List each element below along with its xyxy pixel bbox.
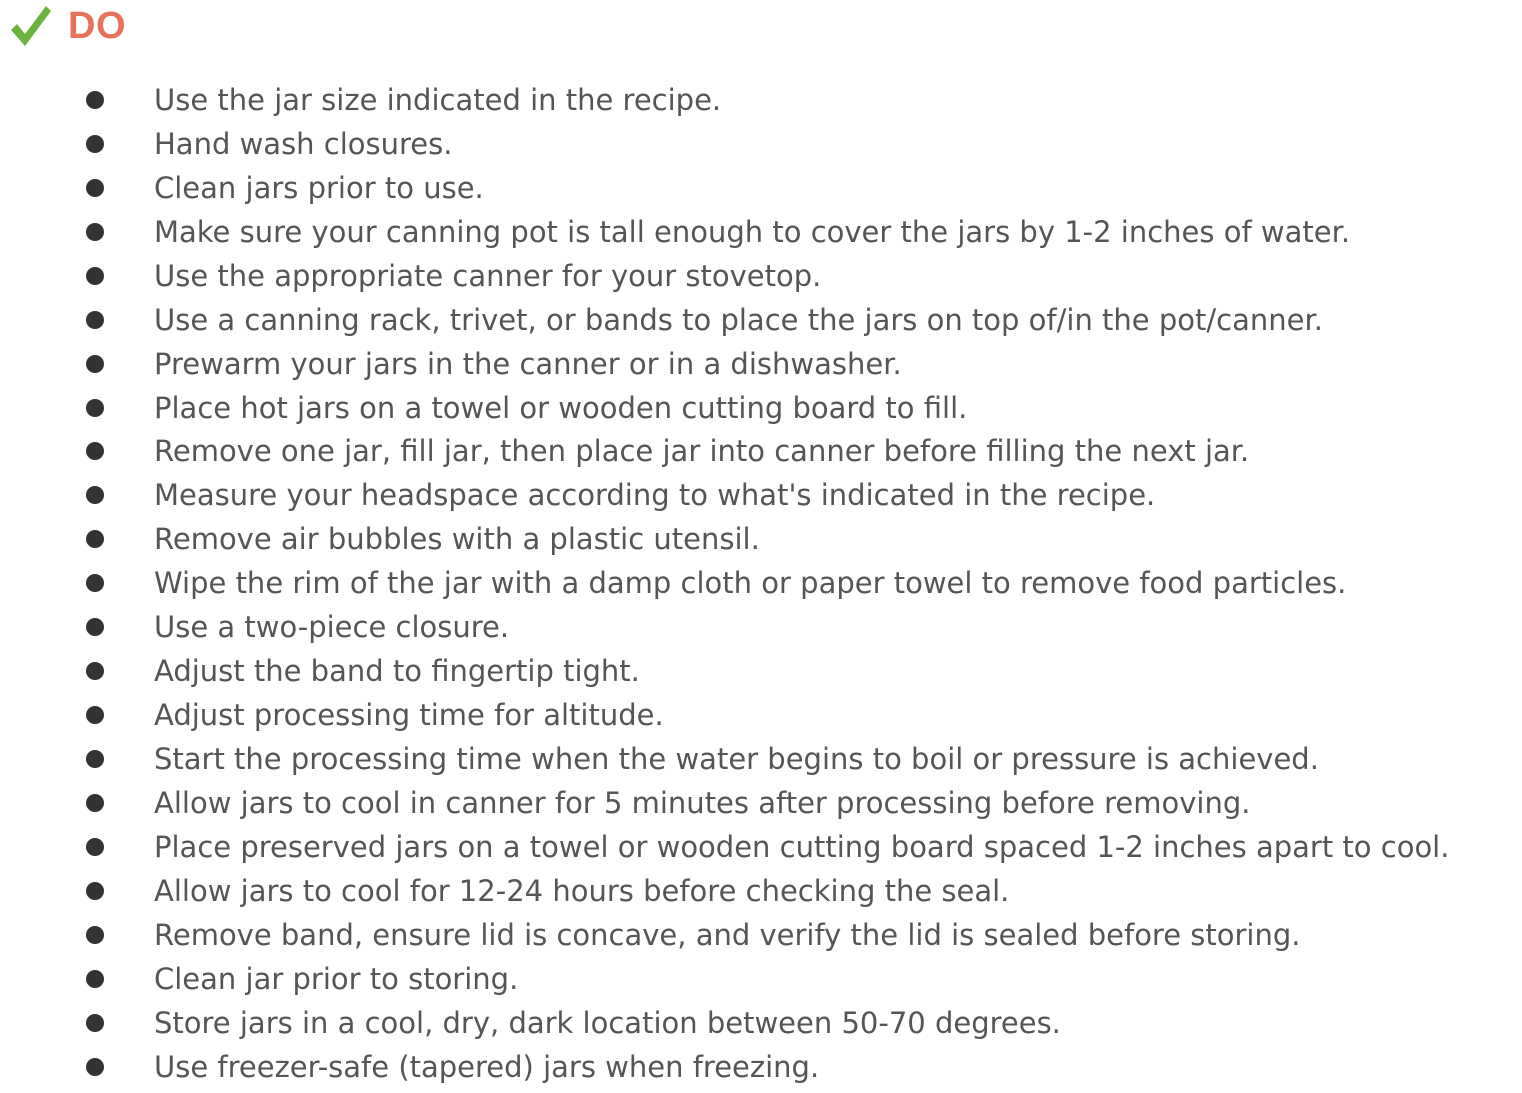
list-item-text: Prewarm your jars in the canner or in a dishwasher. (154, 346, 902, 381)
bullet-icon (86, 311, 104, 329)
list-item-text: Measure your headspace according to what's indicated in the recipe. (154, 478, 1156, 513)
bullet-icon (86, 442, 104, 460)
list-item-text: Start the processing time when the water begins to boil or pressure is achieved. (154, 742, 1319, 777)
bullet-icon (86, 706, 104, 724)
do-list (84, 78, 1449, 1089)
list-item (84, 430, 1449, 474)
list-item (84, 605, 1449, 649)
bullet-icon (86, 355, 104, 373)
bullet-icon (86, 223, 104, 241)
list-item (84, 1001, 1449, 1045)
list-item-text: Clean jar prior to storing. (154, 961, 519, 996)
list-item-text: Use the appropriate canner for your stovetop. (154, 258, 822, 293)
list-item-text: Remove band, ensure lid is concave, and verify the lid is sealed before storing. (154, 917, 1301, 952)
list-item (84, 254, 1449, 298)
list-item-text: Use a two-piece closure. (154, 610, 510, 645)
bullet-icon (86, 794, 104, 812)
section-title: DO (68, 4, 126, 47)
list-item (84, 122, 1449, 166)
list-item-text: Adjust the band to fingertip tight. (154, 654, 640, 689)
bullet-icon (86, 530, 104, 548)
list-item-text: Use freezer-safe (tapered) jars when freezing. (154, 1049, 820, 1084)
bullet-icon (86, 486, 104, 504)
list-item-text: Remove one jar, fill jar, then place jar into canner before filling the next jar. (154, 434, 1250, 469)
list-item-text: Clean jars prior to use. (154, 170, 484, 205)
list-item-text: Make sure your canning pot is tall enough to cover the jars by 1-2 inches of water. (154, 214, 1351, 249)
bullet-icon (86, 574, 104, 592)
list-item (84, 737, 1449, 781)
list-item (84, 825, 1449, 869)
list-item (84, 342, 1449, 386)
bullet-icon (86, 618, 104, 636)
check-mark-icon (8, 2, 56, 50)
bullet-icon (86, 1014, 104, 1032)
list-item (84, 78, 1449, 122)
list-item-text: Allow jars to cool for 12-24 hours before checking the seal. (154, 873, 1010, 908)
bullet-icon (86, 750, 104, 768)
list-item (84, 517, 1449, 561)
list-item (84, 781, 1449, 825)
bullet-icon (86, 135, 104, 153)
list-item-text: Remove air bubbles with a plastic utensil. (154, 522, 760, 557)
bullet-icon (86, 179, 104, 197)
list-item (84, 561, 1449, 605)
list-item-text: Store jars in a cool, dry, dark location between 50-70 degrees. (154, 1005, 1061, 1040)
bullet-icon (86, 926, 104, 944)
list-item (84, 649, 1449, 693)
bullet-icon (86, 267, 104, 285)
list-item (84, 386, 1449, 430)
list-item-text: Hand wash closures. (154, 126, 453, 161)
bullet-icon (86, 970, 104, 988)
list-item (84, 957, 1449, 1001)
bullet-icon (86, 662, 104, 680)
bullet-icon (86, 838, 104, 856)
list-item-text: Wipe the rim of the jar with a damp cloth or paper towel to remove food particles. (154, 566, 1347, 601)
list-item (84, 298, 1449, 342)
list-item-text: Use the jar size indicated in the recipe. (154, 82, 722, 117)
bullet-icon (86, 91, 104, 109)
bullet-icon (86, 399, 104, 417)
list-item (84, 913, 1449, 957)
list-item-text: Place hot jars on a towel or wooden cutting board to fill. (154, 390, 968, 425)
bullet-icon (86, 1058, 104, 1076)
do-header (8, 0, 126, 52)
bullet-icon (86, 882, 104, 900)
list-item-text: Adjust processing time for altitude. (154, 698, 664, 733)
list-item (84, 693, 1449, 737)
list-item-text: Use a canning rack, trivet, or bands to place the jars on top of/in the pot/canner. (154, 302, 1323, 337)
list-item (84, 166, 1449, 210)
list-item (84, 473, 1449, 517)
list-item-text: Place preserved jars on a towel or wooden cutting board spaced 1-2 inches apart to cool. (154, 829, 1450, 864)
list-item (84, 1045, 1449, 1089)
list-item-text: Allow jars to cool in canner for 5 minutes after processing before removing. (154, 785, 1251, 820)
list-item (84, 210, 1449, 254)
list-item (84, 869, 1449, 913)
